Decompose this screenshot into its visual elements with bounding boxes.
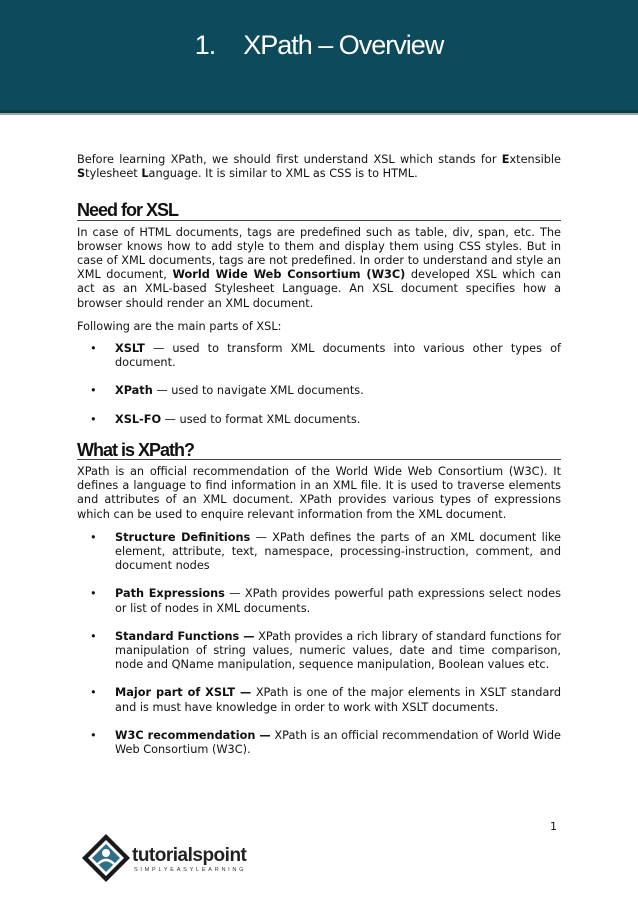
logo-emblem-icon	[82, 834, 130, 882]
need-xsl-paragraph: In case of HTML documents, tags are predefined such as table, div, span, etc. The browser knows how to add style to them and display them using CSS styles. But in case of XML documents, tags are not predefined. In order to understand and style an XML document, World Wide Web Consortium (W3C) developed XSL which can act as an XML-based Stylesheet Language. An XSL document specifies how a browser should render an XML document.	[77, 225, 561, 310]
banner-divider	[0, 113, 638, 115]
page-number: 1	[550, 820, 557, 833]
logo-tagline: SIMPLYEASYLEARNING	[134, 867, 247, 873]
bullet-icon: •	[90, 530, 97, 544]
bullet-icon: •	[90, 686, 97, 700]
xpath-features-list	[77, 531, 561, 757]
chapter-title	[0, 30, 638, 61]
list-item: • Major part of XSLT — XPath is one of the major elements in XSLT standard and is must have knowledge in order to work with XSLT documents.	[90, 686, 561, 714]
bullet-icon: •	[90, 412, 97, 426]
intro-paragraph: Before learning XPath, we should first understand XSL which stands for Extensible Stylesheet Language. It is similar to XML as CSS is to HTML.	[77, 153, 561, 181]
page-content	[77, 153, 561, 757]
chapter-title-text: XPath – Overview	[243, 30, 444, 60]
chapter-number: 1.	[194, 30, 216, 60]
xsl-parts-intro: Following are the main parts of XSL:	[77, 319, 282, 333]
section-heading-need-for-xsl: Need for XSL	[77, 203, 561, 220]
bullet-icon: •	[90, 629, 97, 643]
bullet-icon: •	[90, 728, 97, 742]
list-item: • Path Expressions — XPath provides powerful path expressions select nodes or list of nodes in XML documents.	[90, 587, 561, 615]
section-heading-what-is-xpath: What is XPath?	[77, 443, 561, 460]
list-item: • Structure Definitions — XPath defines the parts of an XML document like element, attribute, text, namespace, processing-instruction, comment, and document nodes	[90, 530, 562, 573]
bullet-icon: •	[90, 384, 97, 398]
tutorialspoint-logo	[78, 832, 278, 888]
list-item: • Standard Functions — XPath provides a rich library of standard functions for manipulation of string values, numeric values, date and time comparison, node and QName manipulation, sequence manipulation, Boolean values etc.	[90, 629, 562, 672]
list-item: • XSL-FO — used to format XML documents.	[90, 412, 361, 426]
list-item: • W3C recommendation — XPath is an official recommendation of World Wide Web Consortium (W3C).	[90, 728, 561, 757]
bullet-icon: •	[90, 587, 97, 601]
logo-wordmark: tutorialspoint	[132, 845, 247, 866]
what-xpath-paragraph: XPath is an official recommendation of the World Wide Web Consortium (W3C). It defines a language to find information in an XML file. It is used to traverse elements and attributes of an XML document. XPath provides various types of expressions which can be used to enquire relevant information from the XML document.	[77, 465, 561, 521]
list-item: • XSLT — used to transform XML documents into various other types of document.	[90, 342, 561, 370]
bullet-icon: •	[90, 342, 97, 356]
xsl-parts-list	[77, 342, 561, 427]
chapter-banner	[0, 0, 638, 113]
list-item: • XPath — used to navigate XML documents.	[90, 384, 364, 398]
